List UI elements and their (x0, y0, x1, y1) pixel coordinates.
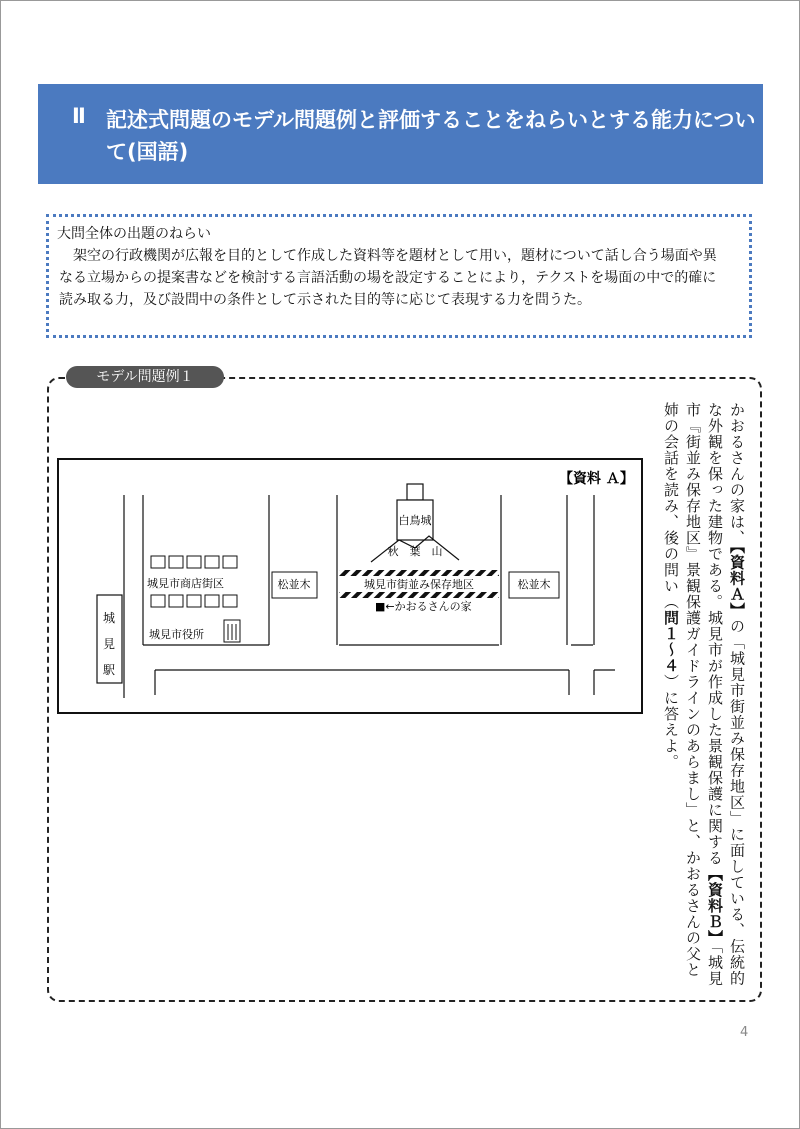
problem-instruction (660, 402, 748, 992)
section-number: Ⅱ (72, 104, 86, 128)
hatch-band-bottom (339, 592, 499, 598)
model-problem-tab: モデル問題例１ (66, 366, 224, 388)
instruction-part: ）に答えよ。 (662, 674, 680, 770)
section-header (38, 84, 763, 184)
instruction-ref-a: 【資料Ａ】 (728, 546, 746, 619)
instruction-questions: 問１～４ (662, 610, 680, 674)
page-number: 4 (740, 1025, 749, 1040)
map-label: 【資料 Ａ】 (559, 471, 634, 487)
office-building-icon (224, 620, 240, 642)
station-label: 駅 (102, 663, 116, 677)
city-hall-label: 城見市役所 (149, 628, 204, 641)
instruction-part: の「城見市街並み保存地区」に面している、伝統的な外観を保った建物である。城見市が作成した景観保護に関する (706, 402, 746, 987)
aim-heading: 大問全体の出題のねらい (57, 226, 211, 242)
section-title: 記述式問題のモデル問題例と評価することをねらいとする能力について(国語) (106, 108, 756, 164)
instruction-ref-b: 【資料Ｂ】 (706, 866, 724, 946)
house-marker: ■←かおるさんの家 (375, 600, 472, 613)
castle-label: 白鳥城 (398, 514, 432, 527)
instruction-part: 「城見市『街並み保存地区』景観保護ガイドラインのあらまし」と、かおるさんの父と姉の会話を読み、後の問い（ (662, 402, 724, 987)
map-resource-a (57, 458, 643, 714)
pine-trees-left-label: 松並木 (277, 578, 311, 591)
preservation-district-label: 城見市街並み保存地区 (364, 578, 474, 591)
map-svg (59, 460, 645, 716)
hatch-band-top (339, 570, 499, 576)
castle-icon (397, 484, 433, 540)
pine-trees-right-label: 松並木 (517, 578, 551, 591)
aim-box (46, 214, 752, 338)
station-label: 城 (102, 611, 116, 625)
mountain-label: 秋 葉 山 (387, 545, 443, 558)
instruction-part: かおるさんの家は、 (728, 402, 746, 546)
shopping-district-label: 城見市商店街区 (147, 577, 224, 590)
aim-body: 架空の行政機関が広報を目的として作成した資料等を題材として用い，題材について話し合う場面や異なる立場からの提案書などを検討する言語活動の場を設定することにより，テクストを場面の中で的確に読み取る力，及び設問中の条件として示された目的等に応じて表現する力を問うた。 (59, 248, 717, 308)
station-label: 見 (102, 637, 116, 651)
